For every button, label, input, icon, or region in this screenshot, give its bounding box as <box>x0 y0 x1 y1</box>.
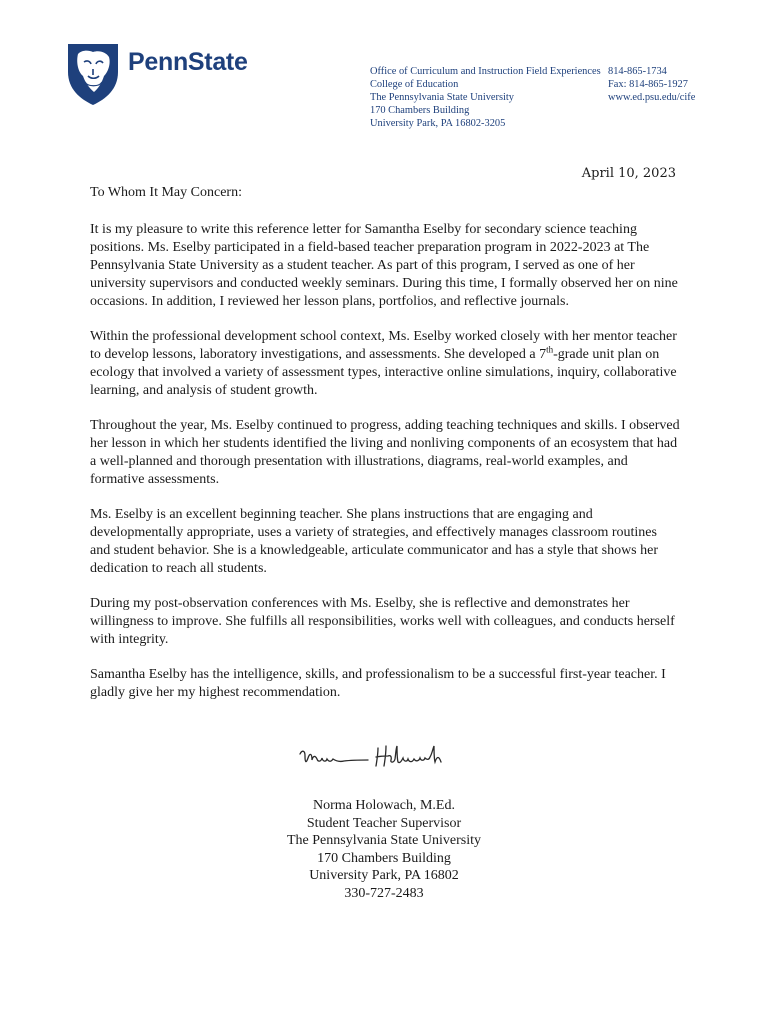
signer-name: Norma Holowach, M.Ed. <box>313 798 455 813</box>
signer-city-line: University Park, PA 16802 <box>309 868 459 884</box>
signer-address-line: 170 Chambers Building <box>317 850 451 866</box>
fax-number: Fax: 814-865-1927 <box>608 78 688 90</box>
brand-wordmark: PennState <box>128 48 248 76</box>
paragraph: Throughout the year, Ms. Eselby continued to progress, adding teaching techniques and skills. I observed her lesson in which her students identified the living and nonliving components of an ecosystem that had a well-planned and thorough presentation with illustrations, diagrams, real-world examples, and formative assessments. <box>90 418 680 487</box>
signature-block <box>184 797 584 903</box>
office-line: The Pennsylvania State University <box>370 91 514 103</box>
handwritten-signature <box>296 742 466 774</box>
signer-title: Student Teacher Supervisor <box>306 815 462 831</box>
office-line: College of Education <box>370 78 459 90</box>
office-line: 170 Chambers Building <box>370 104 470 116</box>
salutation: To Whom It May Concern: <box>90 185 242 200</box>
paragraph: During my post-observation conferences with Ms. Eselby, she is reflective and demonstrates her willingness to improve. She fulfills all responsibilities, works well with colleagues, and conducts herself with integrity. <box>90 596 675 647</box>
website-link[interactable]: www.ed.psu.edu/cife <box>608 91 696 103</box>
nittany-lion-shield-icon <box>66 42 120 106</box>
paragraph: Within the professional development school context, Ms. Eselby worked closely with her mentor teacher to develop lessons, laboratory investigations, and assessments. She developed a 7th-grade unit plan on ecology that involved a variety of assessment types, interactive online simulations, inquiry, collaborative learning, and analysis of student growth. <box>90 329 677 398</box>
paragraph: It is my pleasure to write this reference letter for Samantha Eselby for secondary science teaching positions. Ms. Eselby participated in a field-based teacher preparation program in 2022-2023 at The Pennsylvania State University as a student teacher. As part of this program, I served as one of her university supervisors and conducted weekly seminars. During this time, I formally observed her on nine occasions. In addition, I reviewed her lesson plans, portfolios, and reflective journals. <box>90 222 678 309</box>
paragraph: Ms. Eselby is an excellent beginning teacher. She plans instructions that are engaging and developmentally appropriate, uses a variety of strategies, and effectively manages classroom routines and student behavior. She is a knowledgeable, articulate communicator and has a style that shows her dedication to reach all students. <box>90 507 659 576</box>
office-line: Office of Curriculum and Instruction Field Experiences <box>370 66 601 77</box>
ordinal-suffix: th <box>546 344 554 355</box>
paragraph: Samantha Eselby has the intelligence, skills, and professionalism to be a successful first-year teacher. I gladly give her my highest recommendation. <box>90 667 666 700</box>
signer-institution: The Pennsylvania State University <box>286 833 482 849</box>
office-address <box>370 66 601 131</box>
pennstate-logo <box>66 42 266 108</box>
phone-number: 814-865-1734 <box>608 66 667 77</box>
office-line: University Park, PA 16802-3205 <box>370 117 506 129</box>
letter-body <box>90 221 680 719</box>
contact-info <box>608 66 695 105</box>
letter-date: April 10, 2023 <box>581 166 676 181</box>
signer-phone: 330-727-2483 <box>344 885 424 901</box>
